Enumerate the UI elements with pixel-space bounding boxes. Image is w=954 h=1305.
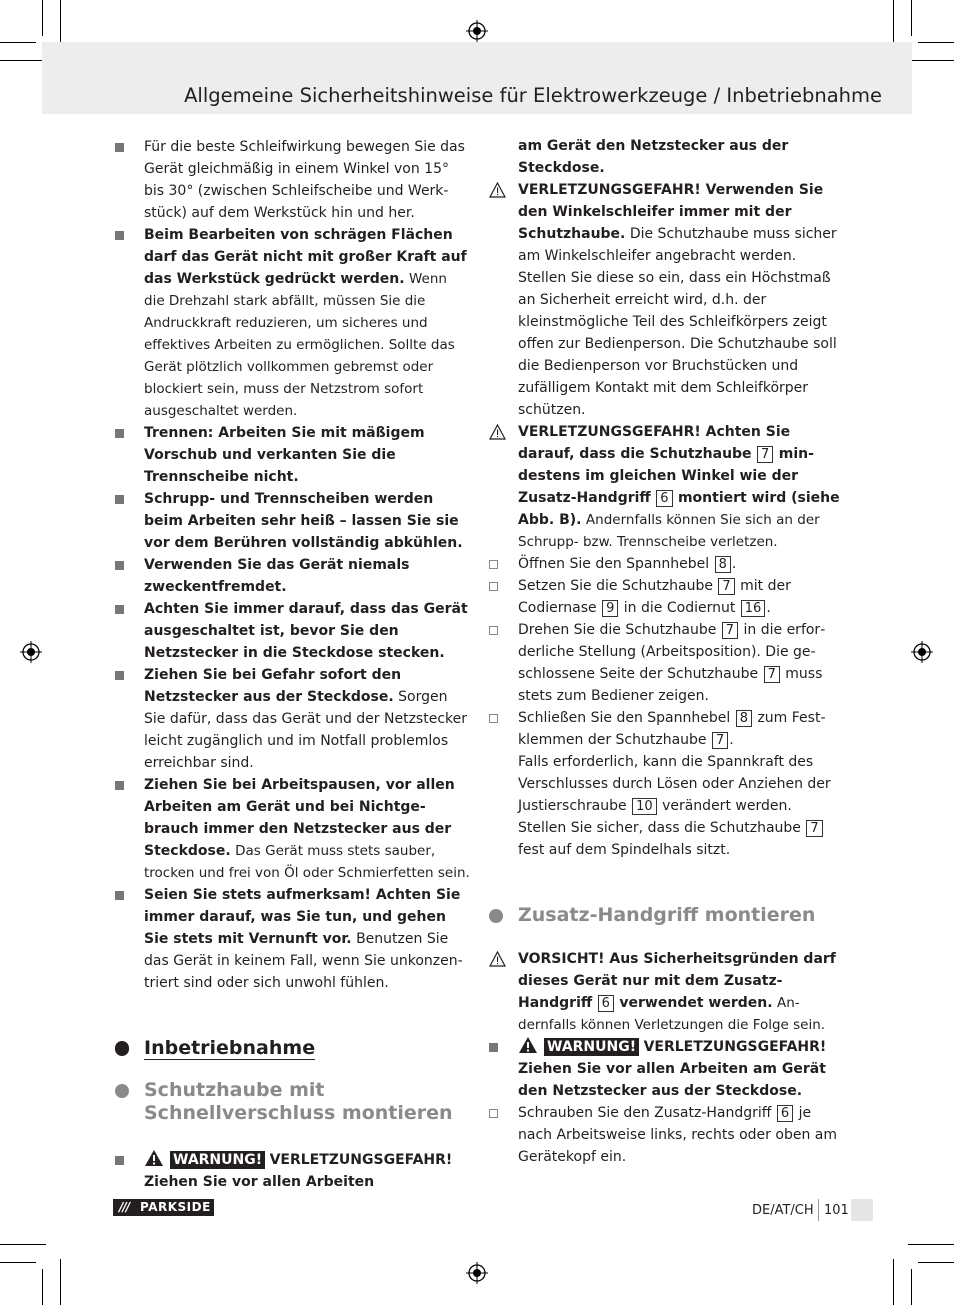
reference-number: 7 bbox=[722, 622, 738, 639]
reference-number: 7 bbox=[718, 578, 734, 595]
square-bullet-icon bbox=[115, 561, 124, 570]
reference-number: 6 bbox=[656, 490, 672, 507]
bullet-dot-icon bbox=[489, 909, 503, 923]
subsection-heading: Schutzhaube mit Schnellverschluss montieren bbox=[115, 1079, 470, 1125]
warning-triangle-icon bbox=[489, 424, 506, 440]
reference-number: 16 bbox=[741, 600, 766, 617]
reference-number: 6 bbox=[598, 995, 614, 1012]
list-item: Für die beste Schleifwirkung bewegen Sie das Gerät gleichmäßig in einem Winkel von 15° bis 30° (zwischen Schleifscheibe und Werkstück) auf dem Werkstück hin und her. bbox=[115, 136, 470, 224]
warning-triangle-icon bbox=[489, 182, 506, 198]
list-item: Schrupp- und Trennscheiben werden beim Arbeiten sehr heiß – lassen Sie sie vor dem Berühren vollständig abkühlen. bbox=[115, 488, 470, 554]
list-item: Achten Sie immer darauf, dass das Gerät ausgeschaltet ist, bevor Sie den Netzstecker in die Steckdose stecken. bbox=[115, 598, 470, 664]
checkbox-bullet-icon bbox=[489, 560, 498, 569]
crop-mark bbox=[908, 60, 954, 61]
square-bullet-icon bbox=[115, 671, 124, 680]
checkbox-bullet-icon bbox=[489, 714, 498, 723]
page-number: 101 bbox=[824, 1203, 849, 1218]
crop-mark bbox=[911, 1269, 912, 1305]
step-item: Drehen Sie die Schutzhaube 7 in die erforderliche Stellung (Arbeitsposition). Die geschlossene Seite der Schutzhaube 7 muss stets zum Bediener zeigen. bbox=[489, 619, 841, 707]
crop-mark bbox=[918, 1262, 954, 1263]
crop-mark bbox=[893, 0, 894, 46]
step-item: Öffnen Sie den Spannhebel 8 . bbox=[489, 553, 841, 575]
registration-mark-icon bbox=[466, 20, 488, 42]
crop-mark bbox=[893, 1259, 894, 1305]
section-heading: Inbetriebnahme bbox=[115, 1036, 470, 1060]
warning-item: VERLETZUNGSGEFAHR! Verwenden Sie den Winkelschleifer immer mit der Schutzhaube. Die Schutzhaube muss sicher am Winkelschleifer angebracht werden. Stellen Sie diese so ein, dass ein Höchstmaß an Sicherheit erreicht wird, d.h. der kleinstmögliche Teil des Schleifkörpers zeigt offen zur Bedienperson. Die Schutzhaube soll die Bedienperson vor Bruchstücken und zufälligem Kontakt mit dem Schleifkörper schützen. bbox=[489, 179, 841, 421]
language-code: DE/AT/CH bbox=[752, 1203, 814, 1218]
reference-number: 7 bbox=[764, 666, 780, 683]
square-bullet-icon bbox=[115, 495, 124, 504]
warning-label: WARNUNG! bbox=[544, 1038, 639, 1056]
reference-number: 8 bbox=[715, 556, 731, 573]
bullet-dot-icon bbox=[115, 1084, 129, 1098]
crop-mark bbox=[42, 1269, 43, 1305]
crop-mark bbox=[0, 1262, 36, 1263]
crop-mark bbox=[908, 1244, 954, 1245]
warning-item: WARNUNG! VERLETZUNGSGEFAHR! Ziehen Sie vor allen Arbeiten bbox=[115, 1149, 470, 1193]
reference-number: 6 bbox=[777, 1105, 793, 1122]
page-title: Allgemeine Sicherheitshinweise für Elektrowerkzeuge / Inbetriebnahme bbox=[184, 84, 882, 107]
reference-number: 10 bbox=[632, 798, 657, 815]
crop-mark bbox=[60, 0, 61, 46]
bullet-dot-icon bbox=[115, 1041, 129, 1056]
crop-mark bbox=[0, 60, 46, 61]
warning-triangle-icon bbox=[489, 951, 506, 967]
reference-number: 7 bbox=[712, 732, 728, 749]
square-bullet-icon bbox=[115, 231, 124, 240]
square-bullet-icon bbox=[115, 1156, 124, 1165]
checkbox-bullet-icon bbox=[489, 626, 498, 635]
warning-item: WARNUNG! VERLETZUNGSGEFAHR! Ziehen Sie vor allen Arbeiten am Gerät den Netzstecker aus der Steckdose. bbox=[489, 1036, 841, 1102]
list-item: Verwenden Sie das Gerät niemals zweckentfremdet. bbox=[115, 554, 470, 598]
crop-mark bbox=[0, 42, 36, 43]
crop-mark bbox=[0, 1244, 46, 1245]
right-column bbox=[489, 135, 841, 1168]
square-bullet-icon bbox=[489, 1043, 498, 1052]
square-bullet-icon bbox=[115, 781, 124, 790]
checkbox-bullet-icon bbox=[489, 1109, 498, 1118]
list-item: Beim Bearbeiten von schrägen Flächen darf das Gerät nicht mit großer Kraft auf das Werkstück gedrückt werden. Wenn die Drehzahl stark abfällt, müssen Sie die Andruckkraft reduzieren, um sicheres und effektives Arbeiten zu ermöglichen. Sollte das Gerät plötzlich vollkommen gebremst oder blockiert sein, muss der Netzstrom sofort ausgeschaltet werden. bbox=[115, 224, 470, 422]
crop-mark bbox=[918, 42, 954, 43]
step-item: Schließen Sie den Spannhebel 8 zum Festklemmen der Schutzhaube 7 . Falls erforderlich, kann die Spannkraft des Verschlusses durch Lösen oder Anziehen der Justierschraube 10 verändert werden. Stellen Sie sicher, dass die Schutzhaube 7 fest auf dem Spindelhals sitzt. bbox=[489, 707, 841, 861]
list-item: Ziehen Sie bei Arbeitspausen, vor allen Arbeiten am Gerät und bei Nichtgebrauch immer den Netzstecker aus der Steckdose. Das Gerät muss stets sauber, trocken und frei von Öl oder Schmierfetten sein. bbox=[115, 774, 470, 884]
warning-triangle-icon bbox=[144, 1149, 164, 1167]
page-tab bbox=[851, 1199, 873, 1221]
crop-mark bbox=[60, 1259, 61, 1305]
crop-mark bbox=[42, 0, 43, 36]
warning-item: VERLETZUNGSGEFAHR! Achten Sie darauf, dass die Schutzhaube 7 mindestens im gleichen Winkel wie der Zusatz-Handgriff 6 montiert wird (siehe Abb. B). Andernfalls können Sie sich an der Schrupp- bzw. Trennscheibe verletzen. bbox=[489, 421, 841, 553]
square-bullet-icon bbox=[115, 891, 124, 900]
list-item: Seien Sie stets aufmerksam! Achten Sie immer darauf, was Sie tun, und gehen Sie stets mit Vernunft vor. Benutzen Sie das Gerät in keinem Fall, wenn Sie unkonzentriert sind oder sich unwohl fühlen. bbox=[115, 884, 470, 994]
square-bullet-icon bbox=[115, 605, 124, 614]
reference-number: 7 bbox=[757, 446, 773, 463]
warning-label: WARNUNG! bbox=[170, 1151, 265, 1169]
square-bullet-icon bbox=[115, 429, 124, 438]
reference-number: 9 bbox=[602, 600, 618, 617]
warning-triangle-icon bbox=[518, 1036, 538, 1054]
list-item-continued: am Gerät den Netzstecker aus der Steckdose. bbox=[518, 138, 789, 176]
checkbox-bullet-icon bbox=[489, 582, 498, 591]
registration-mark-icon bbox=[20, 641, 42, 663]
step-item: Setzen Sie die Schutzhaube 7 mit der Codiernase 9 in die Codiernut 16 . bbox=[489, 575, 841, 619]
reference-number: 8 bbox=[736, 710, 752, 727]
registration-mark-icon bbox=[466, 1262, 488, 1284]
subsection-heading: Zusatz-Handgriff montieren bbox=[489, 904, 841, 927]
registration-mark-icon bbox=[911, 641, 933, 663]
square-bullet-icon bbox=[115, 143, 124, 152]
list-item: Ziehen Sie bei Gefahr sofort den Netzstecker aus der Steckdose. Sorgen Sie dafür, dass das Gerät und der Netzstecker leicht zugänglich und im Notfall problemlos erreichbar sind. bbox=[115, 664, 470, 774]
left-column bbox=[115, 136, 470, 1193]
list-item: Trennen: Arbeiten Sie mit mäßigem Vorschub und verkanten Sie die Trennscheibe nicht. bbox=[115, 422, 470, 488]
crop-mark bbox=[911, 0, 912, 36]
page-number-divider bbox=[818, 1199, 819, 1221]
brand-logo: /// PARKSIDE bbox=[113, 1199, 214, 1216]
step-item: Schrauben Sie den Zusatz-Handgriff 6 je nach Arbeitsweise links, rechts oder oben am Gerätekopf ein. bbox=[489, 1102, 841, 1168]
reference-number: 7 bbox=[806, 820, 822, 837]
warning-item: VORSICHT! Aus Sicherheitsgründen darf dieses Gerät nur mit dem Zusatz-Handgriff 6 verwendet werden. Andernfalls können Verletzungen die Folge sein. bbox=[489, 948, 841, 1036]
